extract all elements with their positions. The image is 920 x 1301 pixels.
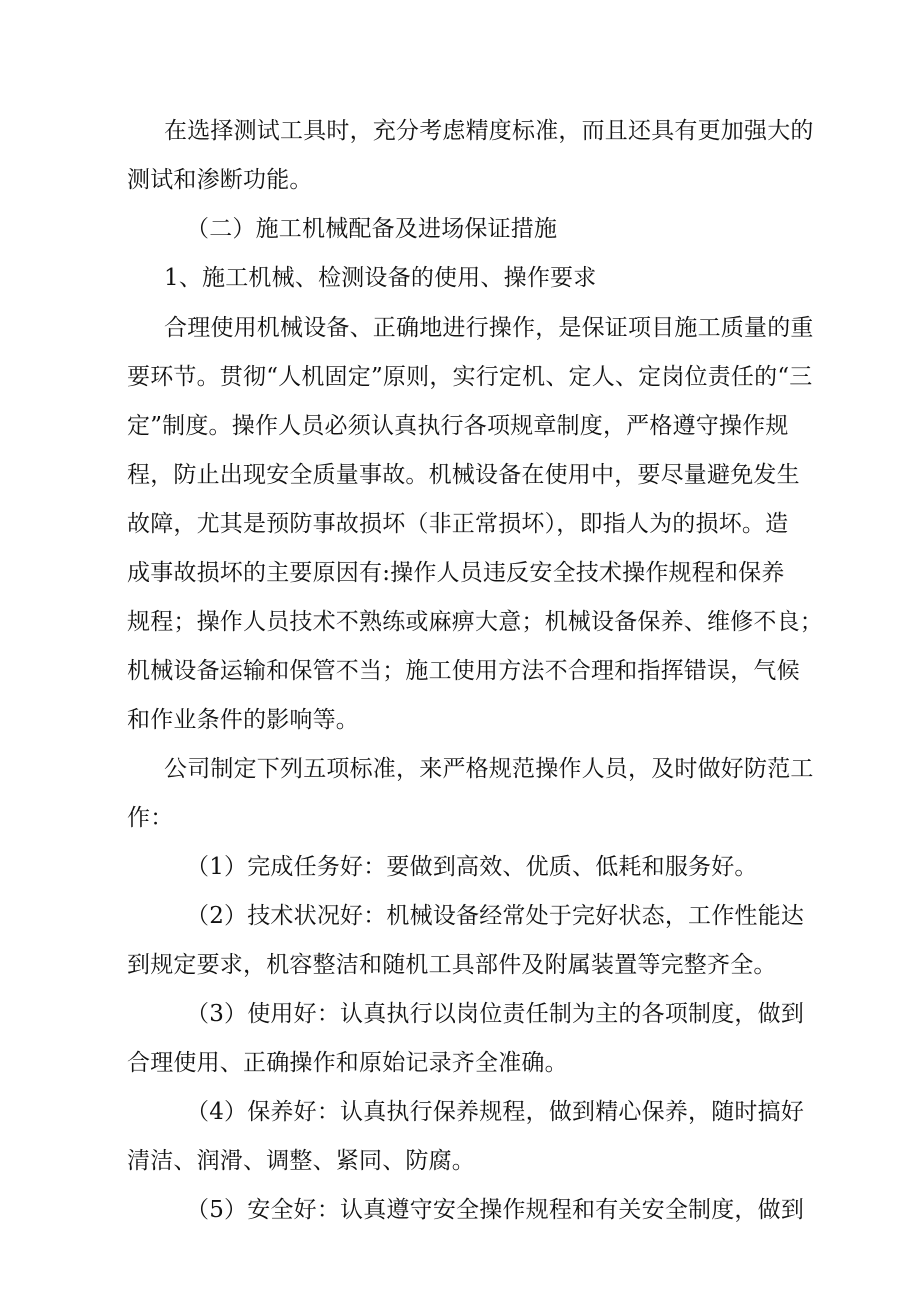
paragraph-line: 在选择测试工具时，充分考虑精度标准，而且还具有更加强大的	[164, 118, 814, 144]
list-item: （5）安全好：认真遵守安全操作规程和有关安全制度，做到	[186, 1197, 805, 1223]
paragraph-line: 机械设备运输和保管不当；施工使用方法不合理和指挥错误，气候	[127, 658, 800, 684]
list-item-continuation: 到规定要求，机容整洁和随机工具部件及附属装置等完整齐全。	[127, 952, 777, 978]
paragraph-line: 定”制度。操作人员必须认真执行各项规章制度，严格遵守操作规	[127, 413, 789, 439]
list-item: （2）技术状况好：机械设备经常处于完好状态，工作性能达	[186, 903, 805, 929]
subsection-heading: 1、施工机械、检测设备的使用、操作要求	[164, 265, 597, 291]
list-item: （1）完成任务好：要做到高效、优质、低耗和服务好。	[186, 854, 758, 880]
paragraph-line: 和作业条件的影响等。	[127, 707, 359, 733]
list-item: （4）保养好：认真执行保养规程，做到精心保养，随时搞好	[186, 1099, 805, 1125]
paragraph-line: 故障，尤其是预防事故损坏（非正常损坏），即指人为的损坏。造	[127, 511, 789, 537]
paragraph-line: 作：	[127, 805, 174, 831]
list-item-continuation: 清洁、润滑、调整、紧同、防腐。	[127, 1148, 475, 1174]
paragraph-line: 程，防止出现安全质量事故。机械设备在使用中，要尽量避免发生	[127, 462, 800, 488]
list-item: （3）使用好：认真执行以岗位责任制为主的各项制度，做到	[186, 1001, 805, 1027]
paragraph-line: 公司制定下列五项标准，来严格规范操作人员，及时做好防范工	[164, 756, 814, 782]
paragraph-line: 成事故损坏的主要原因有:操作人员违反安全技术操作规程和保养	[127, 560, 785, 586]
paragraph-line: 要环节。贯彻“人机固定”原则，实行定机、定人、定岗位责任的“三	[127, 364, 813, 390]
paragraph-line: 合理使用机械设备、正确地进行操作，是保证项目施工质量的重	[164, 315, 814, 341]
section-heading: （二）施工机械配备及进场保证措施	[186, 216, 558, 242]
paragraph-line: 规程；操作人员技术不熟练或麻痹大意；机械设备保养、维修不良；	[127, 609, 823, 635]
paragraph-line: 测试和渗断功能。	[127, 167, 313, 193]
list-item-continuation: 合理使用、正确操作和原始记录齐全准确。	[127, 1050, 568, 1076]
